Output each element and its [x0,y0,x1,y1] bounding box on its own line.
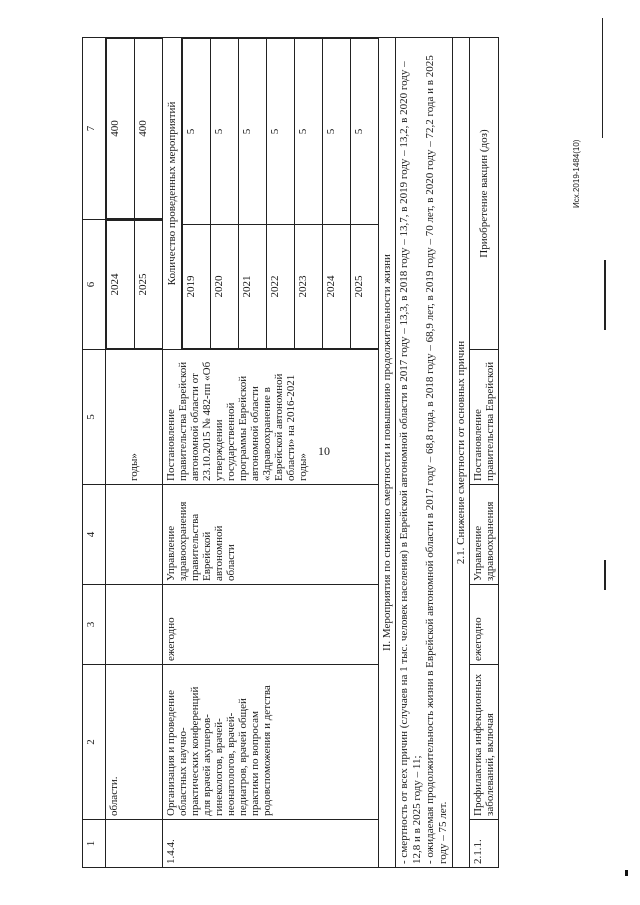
year-cell: 2025 [135,221,163,349]
year-cell: 2022 [267,225,295,349]
value-cell: 5 [351,39,379,225]
margin-mark [604,260,606,330]
indicator-text: Приобретение вакцин (доз) [470,38,499,350]
years-values-list [182,38,378,349]
value-cell: 5 [239,39,267,225]
table-row [106,38,163,868]
value-cell: 400 [107,39,135,219]
margin-line [602,18,603,138]
page-number: 10 [318,444,330,458]
row-number: 2.1.1. [470,820,499,868]
year-cell: 2021 [239,225,267,349]
margin-dot [625,870,628,876]
rotated-sheet [82,38,581,868]
document-id: Исх.2019-1484(10) [572,139,581,208]
section-title: II. Мероприятия по снижению смертности и повышению продолжительности жизни [379,38,396,868]
values-list [106,38,162,219]
column-numbers-row [83,38,106,868]
period-text: ежегодно [163,585,379,665]
measures-table [82,37,499,868]
year-cell: 2024 [323,225,351,349]
value-cell: 5 [211,39,239,225]
year-cell: 2019 [183,225,211,349]
section-paragraph: - смертность от всех причин (случаев на 1 тыс. человек населения) в Еврейской автономной области в 2017 году – 13,3, в 2018 году – 13,7, в 2019 году – 13,2, в 2020 году – 12,8 и в 2025 году – 11; [398,61,423,864]
measure-text: Профилактика инфекционных заболеваний, включая [470,665,499,820]
col-header: 4 [83,485,106,585]
years-list [106,220,162,349]
basis-text: Постановление правительства Еврейской автономной области от 23.10.2015 № 482-пп «Об утверждении государственной программы Еврейской автономной области «Здравоохранение в Еврейской автономной области» на 2016-2021 годы» [163,350,379,485]
cell-text: годы» [106,350,163,485]
value-cell: 5 [323,39,351,225]
measure-text: Организация и проведение областных научно-практических конференций для врачей акушеров-гинекологов, врачей-неонатологов, врачей-педиатров, врачей общей практики по вопросам родовспоможения и детства [163,665,379,820]
subsection-title: 2.1. Снижение смертности от основных причин [453,38,470,868]
col-header: 7 [83,38,106,220]
year-cell: 2023 [295,225,323,349]
col-header: 5 [83,350,106,485]
year-cell: 2025 [351,225,379,349]
col-header: 1 [83,820,106,868]
year-cell: 2024 [107,221,135,349]
executor-text: Управление здравоохранения правительства Еврейской автономной области [163,485,379,585]
value-cell: 400 [135,39,163,219]
period-text: ежегодно [470,585,499,665]
value-cell: 5 [267,39,295,225]
section-paragraph: - ожидаемая продолжительность жизни в Еврейской автономной области в 2017 году – 68,8 года, в 2018 году – 68,9 лет, в 2019 году – 70 лет, в 2020 году – 72,2 года и в 2025 году – 75 лет. [424,55,449,864]
indicator-text: Количество проведенных мероприятий [163,38,182,349]
subsection-title-row [453,38,470,868]
year-cell: 2020 [211,225,239,349]
value-cell: 5 [183,39,211,225]
cell-text: области. [106,665,163,820]
table-row [470,38,499,868]
margin-mark [604,560,606,590]
row-number: 1.4.4. [163,820,379,868]
basis-text: Постановление правительства Еврейской [470,350,499,485]
table-row [163,38,379,868]
col-header: 6 [83,220,106,350]
executor-text: Управление здравоохранения [470,485,499,585]
section-text-row [396,38,453,868]
col-header: 3 [83,585,106,665]
col-header: 2 [83,665,106,820]
section-title-row [379,38,396,868]
value-cell: 5 [295,39,323,225]
